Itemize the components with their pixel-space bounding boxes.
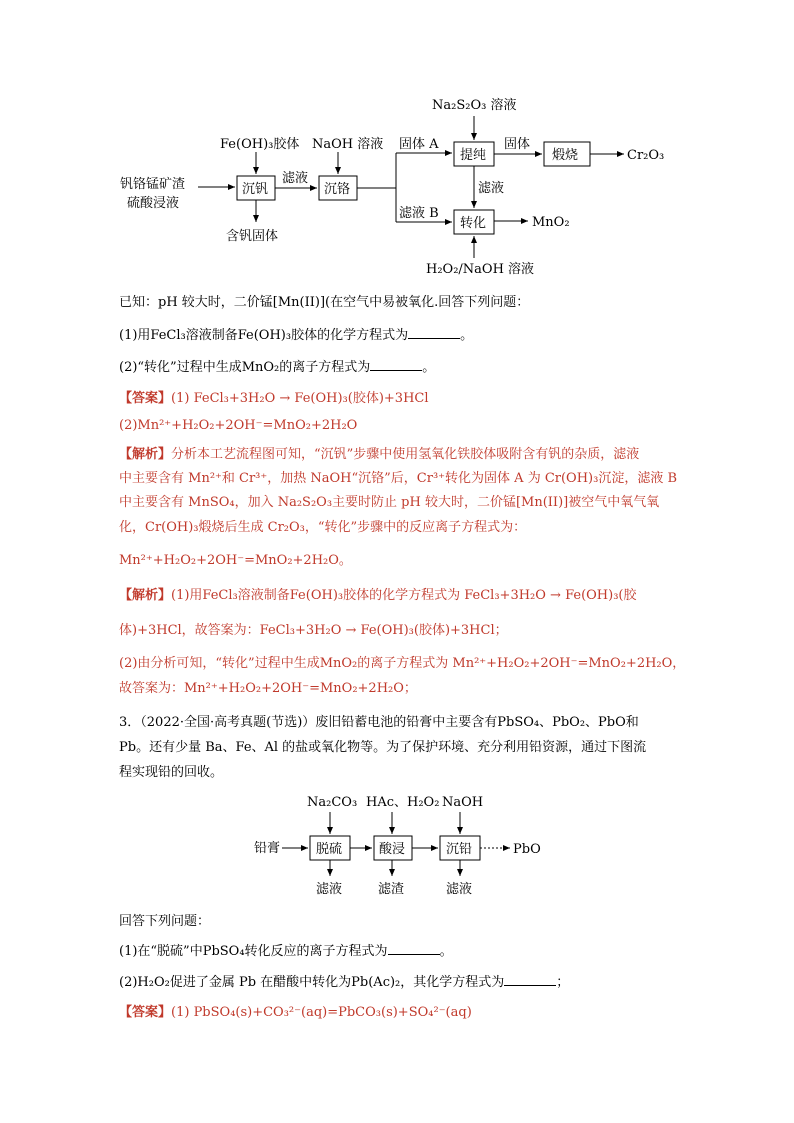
flow2-input-hac-h2o2: HAc、H₂O₂ [366,795,440,810]
flow1-input-na2s2o3: Na₂S₂O₃ 溶液 [432,98,517,113]
question-1 [119,324,473,343]
answer-blank-1[interactable] [408,326,460,339]
analysis2-line-1 [119,584,637,603]
analysis2-text-1: (1)用FeCl₃溶液制备Fe(OH)₃胶体的化学方程式为 FeCl₃+3H₂O → Fe(OH)₃(胶 [171,588,637,603]
process-flow-diagram-2 [0,790,794,900]
flow1-box-chenfan-label: 沉钒 [242,182,269,197]
q3-answer-blank-2[interactable] [504,973,556,986]
flow2-input-na2co3: Na₂CO₃ [307,795,358,810]
flow1-box-tichun-label: 提纯 [460,148,487,163]
flow1-edge-lvye: 滤液 [282,171,309,186]
analysis-tag: 【解析】 [119,447,172,462]
q3-answer-blank-1[interactable] [388,942,440,955]
flow1-edge-solid: 固体 [504,137,531,152]
q3-question-2-text: (2)H₂O₂促进了金属 Pb 在醋酸中转化为Pb(Ac)₂，其化学方程式为 [119,975,505,990]
q3-question-1 [119,940,453,959]
flow1-input-naoh: NaOH 溶液 [312,137,384,152]
flow2-box-chenqian-label: 沉铅 [446,842,473,857]
analysis-text-3: 中主要含有 MnSO₄，加入 Na₂S₂O₃主要时防止 pH 较大时，二价锰[Mn(II)]被空气中氧气氧 [119,495,660,510]
analysis-text-5: Mn²⁺+H₂O₂+2OH⁻=MnO₂+2H₂O。 [119,553,352,568]
analysis2-tag: 【解析】 [119,588,172,603]
flow1-source-line1: 钒铬锰矿渣 [120,177,186,192]
q3-question-2 [119,971,569,990]
q3-question-1-text: (1)在“脱硫”中PbSO₄转化反应的离子方程式为 [119,944,388,959]
flow1-output-mno2: MnO₂ [532,215,570,230]
flow2-box-tuoliu-label: 脱硫 [316,842,343,857]
question-1-end: 。 [460,328,474,343]
flow1-input-h2o2-naoh: H₂O₂/NaOH 溶液 [426,262,535,277]
flow1-box-chenge-label: 沉铬 [324,182,351,197]
flow2-source: 铅膏 [254,841,281,856]
q3-question-1-end: 。 [439,944,453,959]
analysis2-text-4: 故答案为：Mn²⁺+H₂O₂+2OH⁻=MnO₂+2H₂O； [119,681,417,696]
answer-tag: 【答案】 [119,391,172,406]
answer-1: (1) FeCl₃+3H₂O → Fe(OH)₃(胶体)+3HCl [171,391,429,406]
analysis-line-1 [119,443,639,462]
flow2-output-pbo: PbO [513,842,541,857]
q3-stem-1: 3．（2022·全国·高考真题(节选)）废旧铅蓄电池的铅膏中主要含有PbSO₄、PbO₂、PbO和 [119,715,639,730]
analysis2-text-3: (2)由分析可知，“转化”过程中生成MnO₂的离子方程式为 Mn²⁺+H₂O₂+2OH⁻=MnO₂+2H₂O， [119,656,686,671]
analysis2-text-2: 体)+3HCl，故答案为：FeCl₃+3H₂O → Fe(OH)₃(胶体)+3HCl； [119,623,508,638]
flow2-waste-3: 滤液 [446,882,473,897]
q3-prompt: 回答下列问题： [119,914,211,929]
flow2-box-suanjin-label: 酸浸 [379,842,406,857]
q3-stem-3: 程实现铅的回收。 [119,765,224,780]
question-2-end: 。 [422,360,436,375]
flow1-edge-solid-a: 固体 A [399,137,439,152]
analysis-text-2: 中主要含有 Mn²⁺和 Cr³⁺，加热 NaOH“沉铬”后，Cr³⁺转化为固体 A 为 Cr(OH)₃沉淀，滤液 B [119,471,678,486]
process-flow-diagram-1 [0,0,794,290]
flow1-box-zhuanhua-label: 转化 [460,216,487,231]
q3-answer-1: (1) PbSO₄(s)+CO₃²⁻(aq)=PbCO₃(s)+SO₄²⁻(aq) [171,1005,472,1020]
flow1-output-fan-solid: 含钒固体 [226,229,279,244]
answer-blank-2[interactable] [370,358,422,371]
analysis-text-4: 化，Cr(OH)₃煅烧后生成 Cr₂O₃，“转化”步骤中的反应离子方程式为： [119,520,527,535]
question-2 [119,356,435,375]
answer-2: (2)Mn²⁺+H₂O₂+2OH⁻=MnO₂+2H₂O [119,418,358,433]
flow2-input-naoh: NaOH [442,795,484,810]
flow1-box-duanshao-label: 煅烧 [552,148,579,163]
q3-answer-tag: 【答案】 [119,1005,172,1020]
answer-line-1 [119,387,429,406]
flow1-input-feoh3: Fe(OH)₃胶体 [220,137,300,152]
q3-answer-line-1 [119,1001,472,1020]
q3-stem-2: Pb。还有少量 Ba、Fe、Al 的盐或氧化物等。为了保护环境、充分利用铅资源，通过下图流 [119,740,647,755]
question-2-text: (2)“转化”过程中生成MnO₂的离子方程式为 [119,360,371,375]
known-conditions: 已知：pH 较大时，二价锰[Mn(II)](在空气中易被氧化.回答下列问题： [119,295,530,310]
flow1-output-cr2o3: Cr₂O₃ [627,148,665,163]
question-1-text: (1)用FeCl₃溶液制备Fe(OH)₃胶体的化学方程式为 [119,328,409,343]
flow2-waste-2: 滤渣 [378,882,405,897]
flow1-edge-lvye-2: 滤液 [478,181,505,196]
analysis-text-1: 分析本工艺流程图可知，“沉钒”步骤中使用氢氧化铁胶体吸附含有钒的杂质，滤液 [171,447,640,462]
flow1-source-line2: 硫酸浸液 [127,196,180,211]
flow1-edge-filtrate-b: 滤液 B [399,206,439,221]
q3-question-2-end: ； [556,975,570,990]
flow2-waste-1: 滤液 [316,882,343,897]
